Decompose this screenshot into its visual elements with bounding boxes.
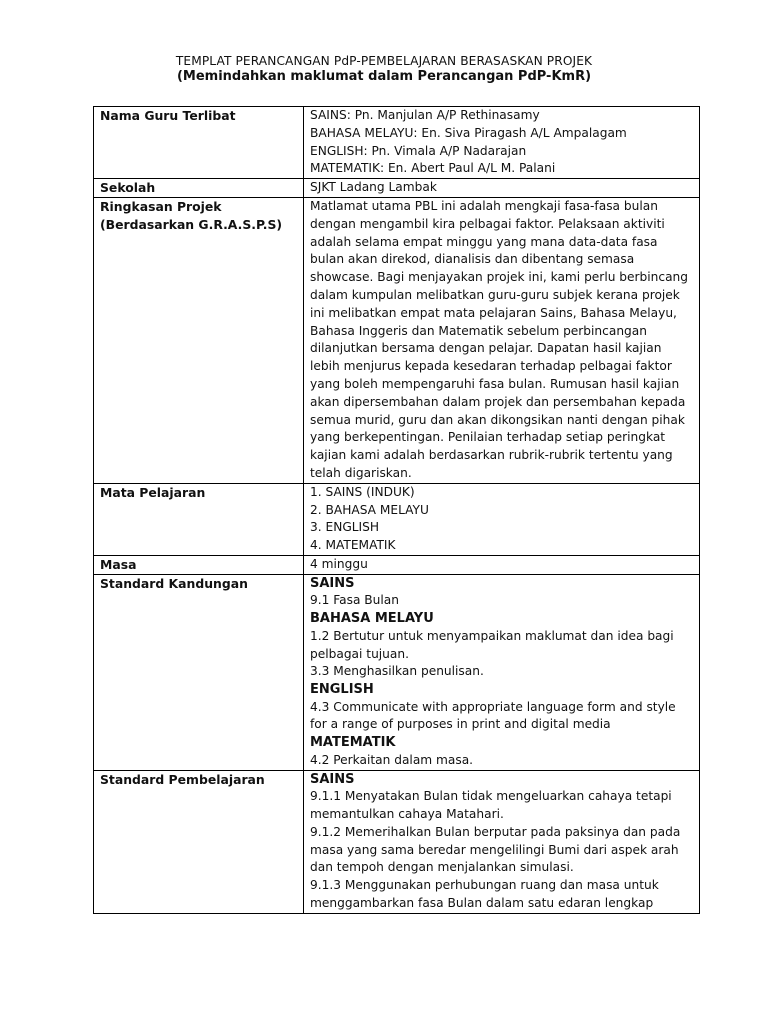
sk-mt-heading: MATEMATIK	[310, 735, 396, 751]
row-mata-pelajaran	[94, 483, 700, 555]
subject-item: 2. BAHASA MELAYU	[310, 502, 429, 517]
label-sekolah: Sekolah	[94, 179, 304, 198]
value-mata-pelajaran	[304, 483, 700, 555]
guru-line: MATEMATIK: En. Abert Paul A/L M. Palani	[310, 161, 556, 176]
label-standard-pembelajaran: Standard Pembelajaran	[94, 770, 304, 913]
value-standard-kandungan	[304, 574, 700, 770]
row-standard-kandungan	[94, 574, 700, 770]
row-standard-pembelajaran	[94, 770, 700, 913]
label-standard-kandungan: Standard Kandungan	[94, 574, 304, 770]
row-masa	[94, 555, 700, 574]
value-masa: 4 minggu	[304, 555, 700, 574]
sk-bm-heading: BAHASA MELAYU	[310, 611, 434, 627]
sk-sains-heading: SAINS	[310, 575, 355, 591]
document-subtitle: (Memindahkan maklumat dalam Perancangan PdP-KmR)	[176, 69, 592, 84]
guru-line: ENGLISH: Pn. Vimala A/P Nadarajan	[310, 143, 527, 158]
plan-table	[93, 106, 700, 914]
row-guru	[94, 107, 700, 179]
subject-item: 3. ENGLISH	[310, 520, 380, 535]
label-masa: Masa	[94, 555, 304, 574]
sk-en-heading: ENGLISH	[310, 682, 374, 698]
row-ringkasan	[94, 197, 700, 483]
document-title: TEMPLAT PERANCANGAN PdP-PEMBELAJARAN BERASASKAN PROJEK	[175, 54, 593, 68]
sp-item: 9.1.1 Menyatakan Bulan tidak mengeluarkan cahaya tetapi memantulkan cahaya Matahari.	[310, 789, 672, 822]
sp-item: 9.1.3 Menggunakan perhubungan ruang dan masa untuk menggambarkan fasa Bulan dalam satu edaran lengkap	[310, 878, 659, 911]
sk-bm-item: 3.3 Menghasilkan penulisan.	[310, 664, 484, 679]
guru-line: SAINS: Pn. Manjulan A/P Rethinasamy	[310, 108, 540, 122]
sp-item: 9.1.2 Memerihalkan Bulan berputar pada paksinya dan pada masa yang sama beredar mengelilingi Bumi dari aspek arah dan tempoh dengan menjalankan simulasi.	[310, 824, 681, 875]
subject-item: 1. SAINS (INDUK)	[310, 484, 415, 499]
value-ringkasan: Matlamat utama PBL ini adalah mengkaji fasa-fasa bulan dengan mengambil kira pelbagai faktor. Pelaksaan aktiviti adalah selama empat minggu yang mana data-data fasa bulan akan direkod, dianalisis dan dibentang semasa showcase. Bagi menjayakan projek ini, kami perlu berbincang dalam kumpulan melibatkan guru-guru subjek kerana projek ini melibatkan empat mata pelajaran Sains, Bahasa Melayu, Bahasa Inggeris dan Matematik sebelum perbincangan dilanjutkan bersama dengan pelajar. Dapatan hasil kajian lebih menjurus kepada kesedaran terhadap pelbagai faktor yang boleh mempengaruhi fasa bulan. Rumusan hasil kajian akan dipersembahan dalam projek dan persembahan kepada semua murid, guru dan akan dikongsikan nanti dengan pihak yang berkepentingan. Penilaian terhadap setiap peringkat kajian kami adalah berdasarkan rubrik-rubrik tertentu yang telah digariskan.	[304, 197, 700, 483]
label-ringkasan-line2: (Berdasarkan G.R.A.S.P.S)	[100, 216, 283, 232]
label-ringkasan-line1: Ringkasan Projek	[100, 198, 222, 214]
value-guru	[304, 107, 700, 179]
label-guru: Nama Guru Terlibat	[94, 107, 304, 179]
label-ringkasan	[94, 197, 304, 483]
sk-mt-item: 4.2 Perkaitan dalam masa.	[310, 752, 474, 767]
subject-item: 4. MATEMATIK	[310, 538, 396, 553]
row-sekolah	[94, 179, 700, 198]
sk-en-item: 4.3 Communicate with appropriate language form and style for a range of purposes in print and digital media	[310, 699, 676, 732]
guru-line: BAHASA MELAYU: En. Siva Piragash A/L Ampalagam	[310, 125, 627, 140]
sp-sains-heading: SAINS	[310, 771, 355, 787]
value-sekolah: SJKT Ladang Lambak	[304, 179, 700, 198]
value-standard-pembelajaran	[304, 770, 700, 913]
sk-bm-item: 1.2 Bertutur untuk menyampaikan maklumat dan idea bagi pelbagai tujuan.	[310, 628, 674, 661]
label-mata-pelajaran: Mata Pelajaran	[94, 483, 304, 555]
sk-sains-item: 9.1 Fasa Bulan	[310, 593, 399, 608]
